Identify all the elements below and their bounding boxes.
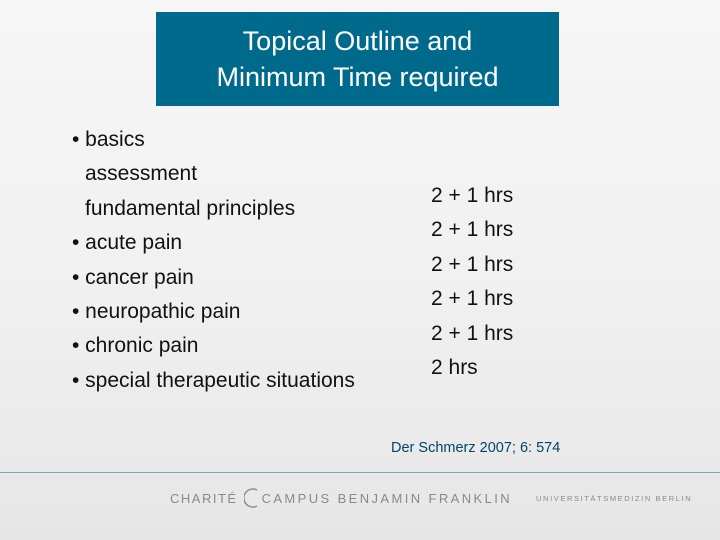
topic-subitem: fundamental principles xyxy=(85,196,296,220)
time-value: 2 hrs xyxy=(431,356,478,380)
footer-logo xyxy=(170,483,692,513)
topic-item: • special therapeutic situations xyxy=(72,368,355,392)
topic-item: • basics xyxy=(72,128,145,151)
campus-c-icon xyxy=(244,487,260,509)
time-value: 2 + 1 hrs xyxy=(431,321,514,345)
topic-item: • chronic pain xyxy=(72,334,199,358)
time-value: 2 + 1 hrs xyxy=(431,184,514,207)
time-value: 2 + 1 hrs xyxy=(431,287,514,311)
topic-item: • cancer pain xyxy=(72,265,194,289)
time-value: 2 + 1 hrs xyxy=(431,252,514,276)
topic-subitem: assessment xyxy=(85,162,198,186)
footer-charite: CHARITÉ xyxy=(170,490,238,506)
footer-campus: CAMPUS BENJAMIN FRANKLIN xyxy=(261,490,513,506)
topic-item: • acute pain xyxy=(72,231,183,255)
slide-title-line-2: Minimum Time required xyxy=(216,62,499,92)
citation: Der Schmerz 2007; 6: 574 xyxy=(391,440,561,456)
time-list xyxy=(431,179,571,385)
footer-divider xyxy=(0,472,720,473)
time-value: 2 + 1 hrs xyxy=(431,218,514,242)
slide-title-line-1: Topical Outline and xyxy=(242,26,473,56)
slide-title xyxy=(156,12,559,106)
footer-university: UNIVERSITÄTSMEDIZIN BERLIN xyxy=(536,493,693,503)
topic-list xyxy=(72,123,412,398)
topic-item: • neuropathic pain xyxy=(72,300,241,324)
